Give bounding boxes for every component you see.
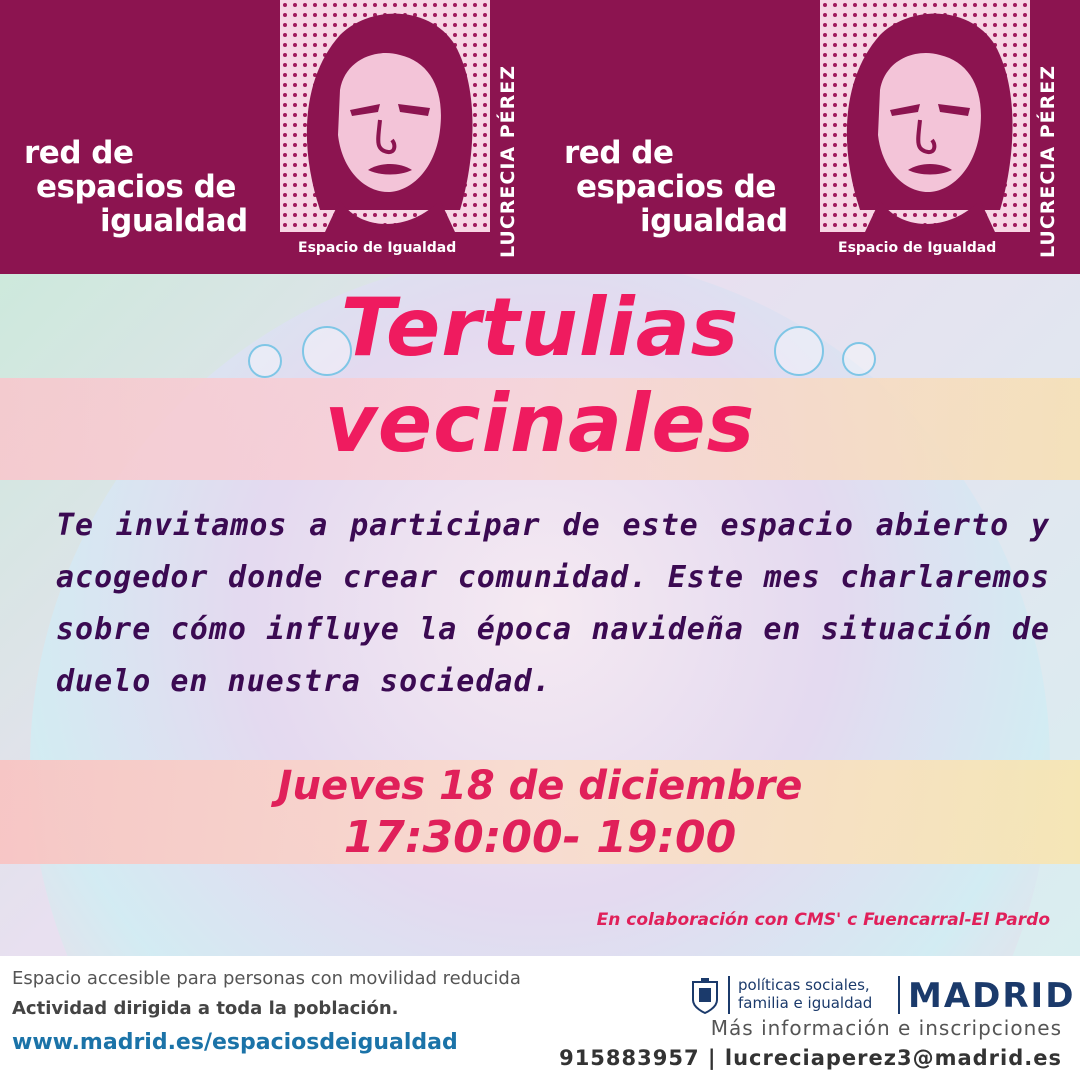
woman-portrait-icon	[280, 0, 490, 232]
header-block-left	[0, 0, 540, 274]
logo-divider	[728, 976, 730, 1014]
logo-line-3: igualdad	[640, 203, 788, 239]
logo-line-3: igualdad	[100, 203, 248, 239]
madrid-wordmark: MADRID	[908, 976, 1076, 1016]
event-date: Jueves 18 de diciembre	[277, 763, 803, 809]
logo-line-1: red de	[24, 135, 134, 171]
logo-line-1: red de	[564, 135, 674, 171]
footer	[0, 956, 1080, 1080]
woman-portrait-icon	[820, 0, 1030, 232]
event-description: Te invitamos a participar de este espacio abierto y acogedor donde crear comunidad. Este mes charlaremos sobre cómo influye la época navideña en situación de duelo en nuestra sociedad.	[56, 508, 1050, 699]
accessibility-note: Espacio accesible para personas con movilidad reducida	[12, 968, 521, 989]
red-espacios-logo	[24, 136, 264, 238]
audience-note: Actividad dirigida a toda la población.	[12, 998, 399, 1019]
red-espacios-logo	[564, 136, 804, 238]
contact-info[interactable]: 915883957 | lucreciaperez3@madrid.es	[559, 1046, 1062, 1070]
madrid-logo	[690, 974, 1076, 1016]
content-area	[0, 274, 1080, 956]
madrid-crest-icon	[690, 978, 720, 1014]
header-block-right	[540, 0, 1080, 274]
espacio-label: Espacio de Igualdad	[838, 240, 997, 256]
more-info-label: Más información e inscripciones	[710, 1016, 1062, 1040]
lucrecia-name-vertical: LUCRECIA PÉREZ	[1037, 64, 1059, 258]
department-name	[738, 976, 872, 1012]
logo-line-2: espacios de	[576, 169, 776, 205]
espacio-label: Espacio de Igualdad	[298, 240, 457, 256]
lucrecia-name-vertical: LUCRECIA PÉREZ	[497, 64, 519, 258]
logo-divider	[898, 976, 900, 1014]
logo-line-2: espacios de	[36, 169, 236, 205]
department-line-2: familia e igualdad	[738, 994, 873, 1012]
title-line-2: vecinales	[324, 377, 756, 470]
collaboration-note: En colaboración con CMS' c Fuencarral-El Pardo	[596, 910, 1050, 930]
website-link[interactable]: www.madrid.es/espaciosdeigualdad	[12, 1030, 458, 1055]
event-time: 17:30:00- 19:00	[343, 812, 737, 863]
title-line-1: Tertulias	[340, 281, 740, 374]
department-line-1: políticas sociales,	[738, 976, 870, 994]
header-banner	[0, 0, 1080, 274]
